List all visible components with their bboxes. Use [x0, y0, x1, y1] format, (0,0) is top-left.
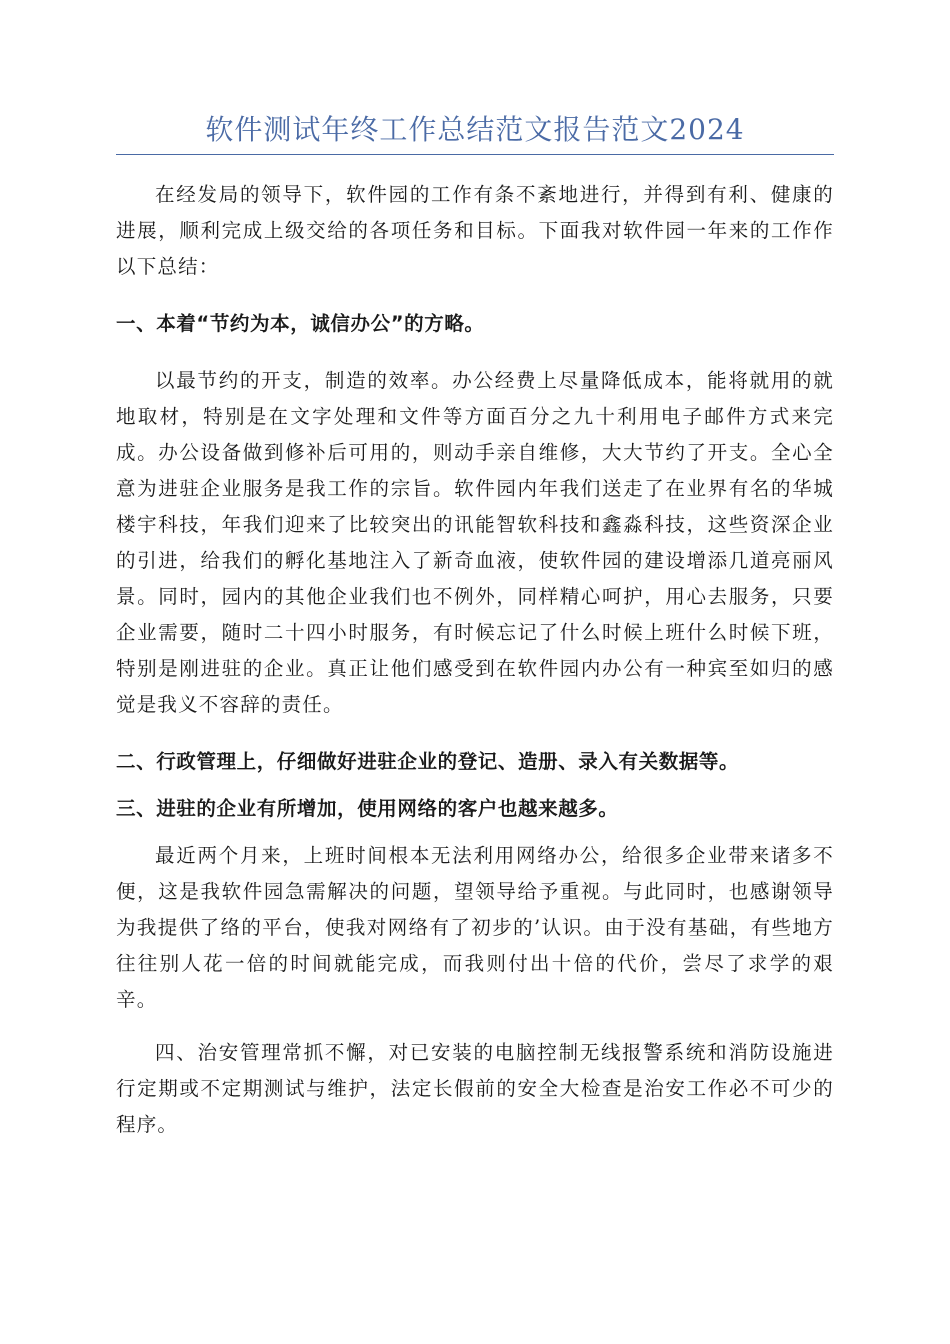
section-3-heading: 三、进驻的企业有所增加，使用网络的客户也越来越多。: [116, 797, 619, 820]
document-title: 软件测试年终工作总结范文报告范文2024: [116, 110, 834, 155]
section-1-paragraph: 以最节约的开支，制造的效率。办公经费上尽量降低成本，能将就用的就地取材，特别是在文字处理和文件等方面百分之九十利用电子邮件方式来完成。办公设备做到修补后可用的，则动手亲自维修，大大节约了开支。全心全意为进驻企业服务是我工作的宗旨。软件园内年我们送走了在业界有名的华城楼宇科技，年我们迎来了比较突出的讯能智软科技和鑫淼科技，这些资深企业的引进，给我们的孵化基地注入了新奇血液，使软件园的建设增添几道亮丽风景。同时，园内的其他企业我们也不例外，同样精心呵护，用心去服务，只要企业需要，随时二十四小时服务，有时候忘记了什么时候上班什么时候下班，特别是刚进驻的企业。真正让他们感受到在软件园内办公有一种宾至如归的感觉是我义不容辞的责任。: [116, 369, 834, 716]
document-page: [116, 110, 834, 1143]
intro-paragraph: 在经发局的领导下，软件园的工作有条不紊地进行，并得到有利、健康的进展，顺利完成上级交给的各项任务和目标。下面我对软件园一年来的工作作以下总结：: [116, 183, 834, 278]
section-3-paragraph: 最近两个月来，上班时间根本无法利用网络办公，给很多企业带来诸多不便，这是我软件园急需解决的问题，望领导给予重视。与此同时，也感谢领导为我提供了络的平台，使我对网络有了初步的’认识。由于没有基础，有些地方往往别人花一倍的时间就能完成，而我则付出十倍的代价，尝尽了求学的艰辛。: [116, 844, 834, 1011]
section-1-heading: 一、本着“节约为本，诚信办公”的方略。: [116, 312, 485, 335]
section-2-heading: 二、行政管理上，仔细做好进驻企业的登记、造册、录入有关数据等。: [116, 750, 740, 773]
section-4-paragraph: 四、治安管理常抓不懈，对已安装的电脑控制无线报警系统和消防设施进行定期或不定期测试与维护，法定长假前的安全大检查是治安工作必不可少的程序。: [116, 1041, 834, 1136]
